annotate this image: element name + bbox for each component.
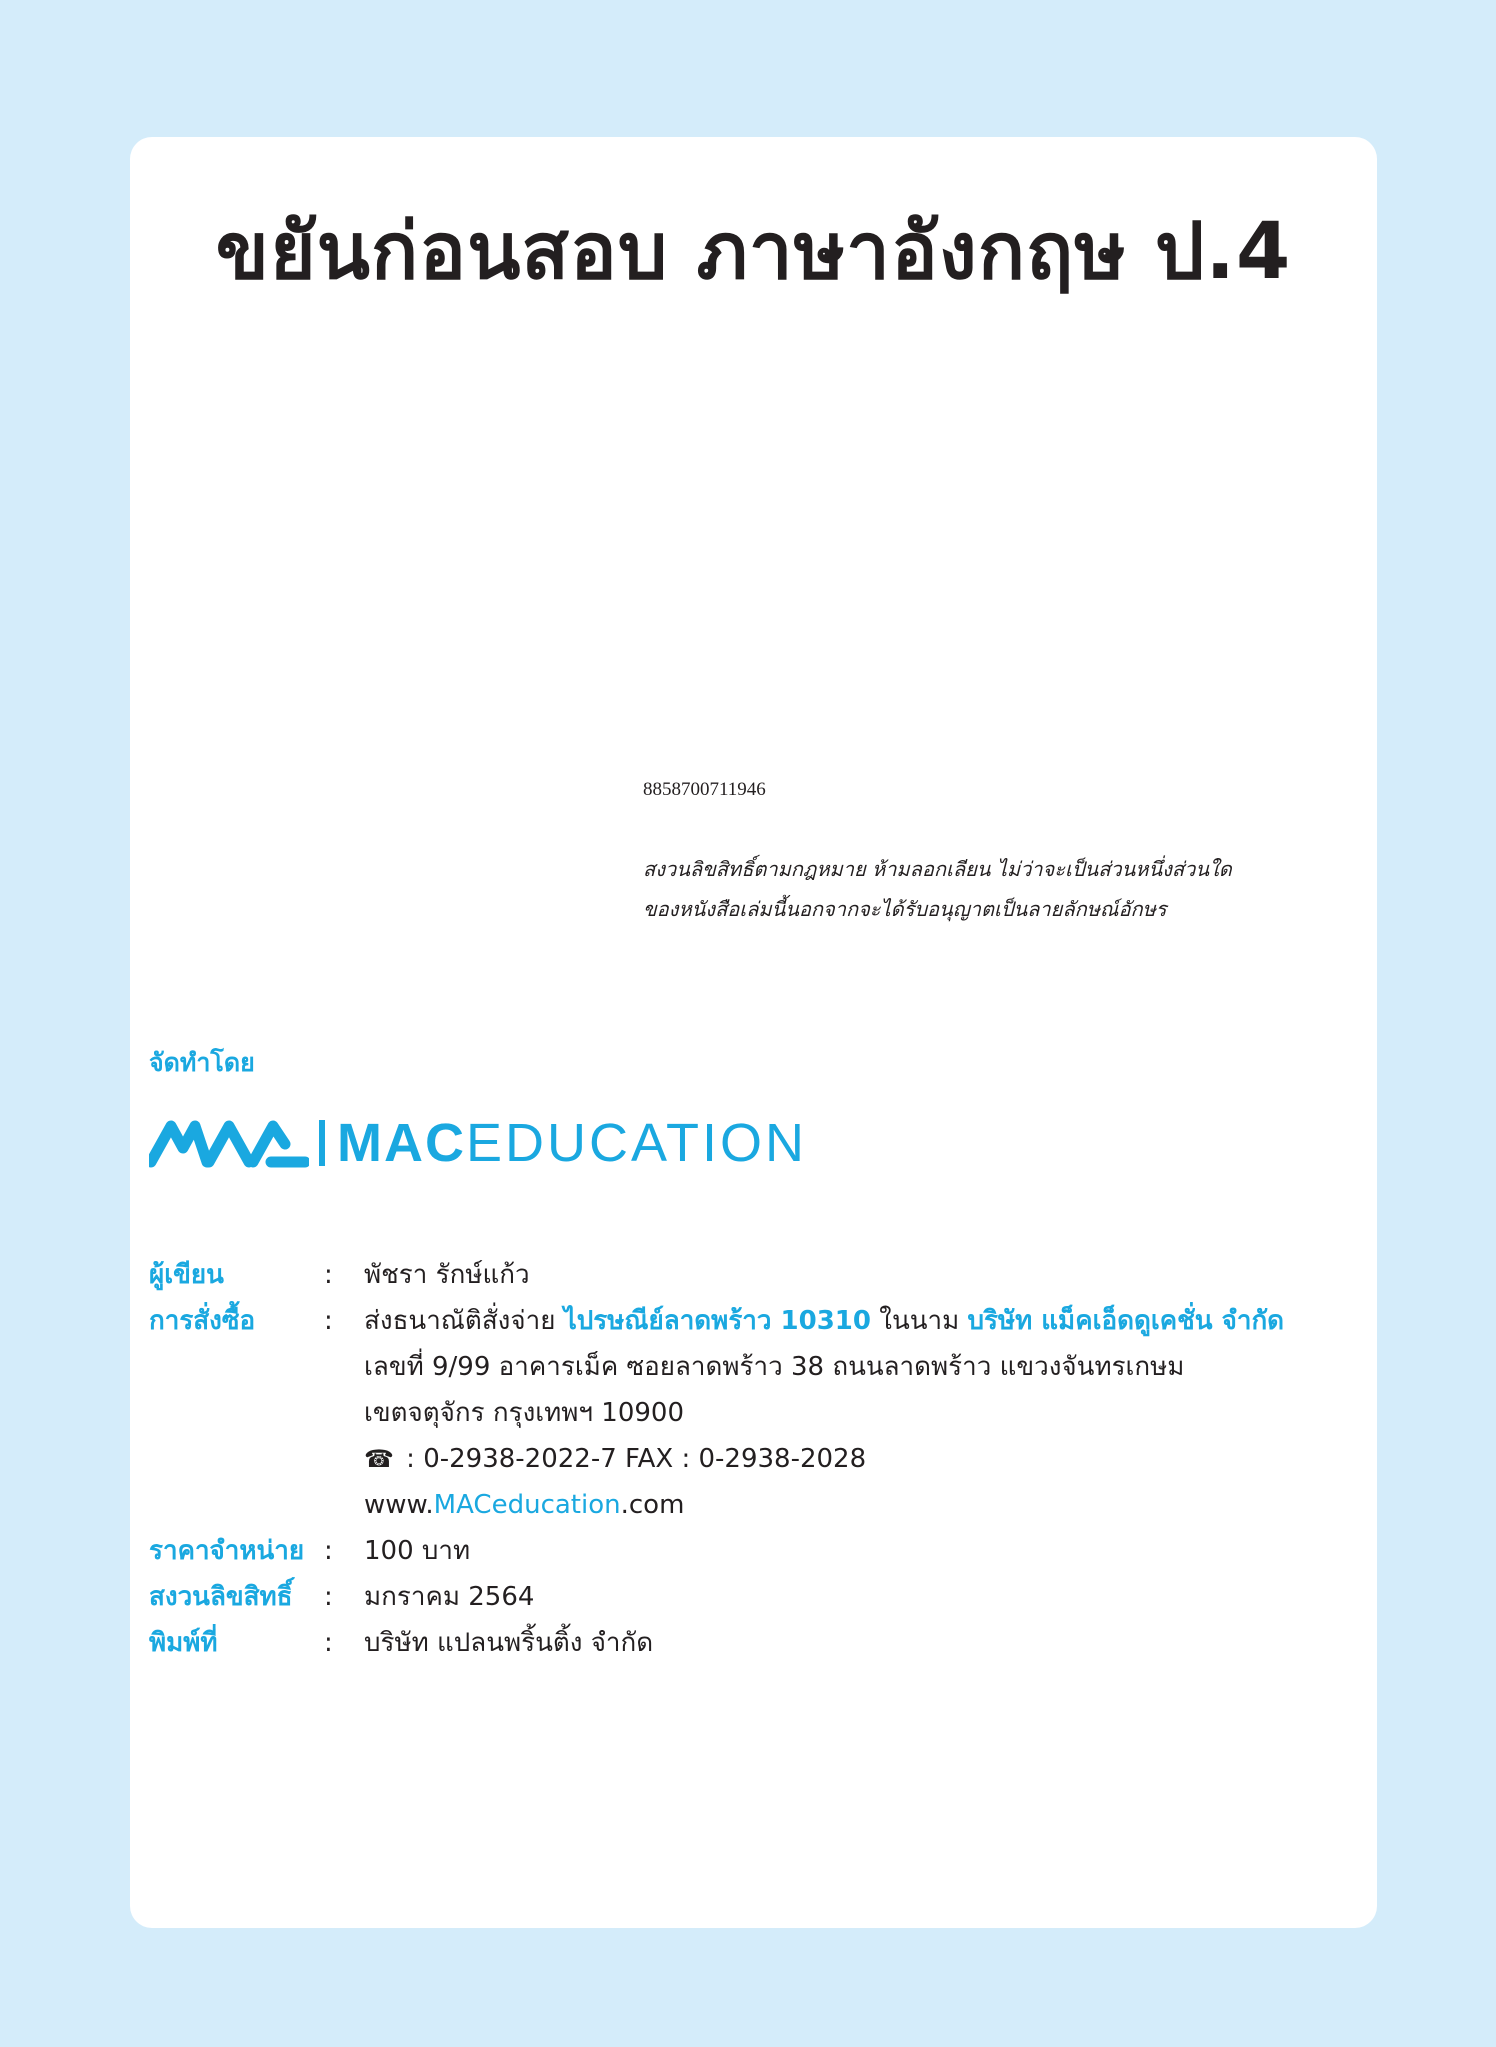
web-brand: MACeducation: [433, 1490, 621, 1520]
phone-fax: : 0-2938-2022-7 FAX : 0-2938-2028: [406, 1444, 867, 1474]
copyright-notice: [643, 849, 1232, 929]
website: [149, 1482, 1369, 1528]
price-row: [149, 1528, 1369, 1574]
author-label: ผู้เขียน: [149, 1260, 224, 1290]
order-value: [364, 1298, 1369, 1344]
page-card: [130, 137, 1377, 1928]
colon: :: [324, 1260, 333, 1290]
in-name-text: ในนาม: [879, 1306, 960, 1336]
publication-info: [149, 1252, 1369, 1666]
order-row: [149, 1298, 1369, 1344]
mac-education-logo: [149, 1113, 807, 1173]
author-value: พัชรา รักษ์แก้ว: [364, 1260, 530, 1290]
address-line: เขตจตุจักร กรุงเทพฯ 10900: [364, 1398, 685, 1428]
book-title: ขยันก่อนสอบ ภาษาอังกฤษ ป.4: [215, 207, 1292, 297]
mac-logo-icon: [149, 1118, 309, 1168]
copyright-value: มกราคม 2564: [364, 1582, 535, 1612]
copyright-row: [149, 1574, 1369, 1620]
isbn-number: 8858700711946: [643, 779, 766, 800]
price-value: 100 บาท: [364, 1536, 471, 1566]
order-prefix: ส่งธนาณัติสั่งจ่าย: [364, 1306, 556, 1336]
price-label: ราคาจำหน่าย: [149, 1536, 305, 1566]
company-name: บริษัท แม็คเอ็ดดูเคชั่น จำกัด: [967, 1306, 1285, 1336]
logo-text-light: EDUCATION: [465, 1113, 807, 1173]
author-row: [149, 1252, 1369, 1298]
colon: :: [324, 1628, 333, 1658]
printer-label: พิมพ์ที่: [149, 1628, 218, 1658]
logo-divider: [319, 1120, 325, 1166]
order-label: การสั่งซื้อ: [149, 1306, 256, 1336]
copyright-label: สงวนลิขสิทธิ์: [149, 1582, 293, 1612]
address-line: เลขที่ 9/99 อาคารเม็ค ซอยลาดพร้าว 38 ถนนลาดพร้าว แขวงจันทรเกษม: [364, 1352, 1185, 1382]
telephone-icon: ☎: [364, 1445, 394, 1473]
web-suffix: .com: [620, 1490, 685, 1520]
colon: :: [324, 1536, 333, 1566]
printer-row: [149, 1620, 1369, 1666]
colon: :: [324, 1306, 333, 1336]
printer-value: บริษัท แปลนพริ้นติ้ง จำกัด: [364, 1628, 654, 1658]
phone-line: [149, 1436, 1369, 1482]
notice-line: สงวนลิขสิทธิ์ตามกฎหมาย ห้ามลอกเลียน ไม่ว่าจะเป็นส่วนหนึ่งส่วนใด: [643, 857, 1232, 881]
prepared-by-label: จัดทำโดย: [149, 1048, 255, 1077]
notice-line: ของหนังสือเล่มนี้นอกจากจะได้รับอนุญาตเป็นลายลักษณ์อักษร: [643, 897, 1167, 921]
web-prefix: www.: [364, 1490, 434, 1520]
logo-text-bold: MAC: [337, 1113, 466, 1173]
colon: :: [324, 1582, 333, 1612]
post-office: ไปรษณีย์ลาดพร้าว 10310: [563, 1306, 871, 1336]
